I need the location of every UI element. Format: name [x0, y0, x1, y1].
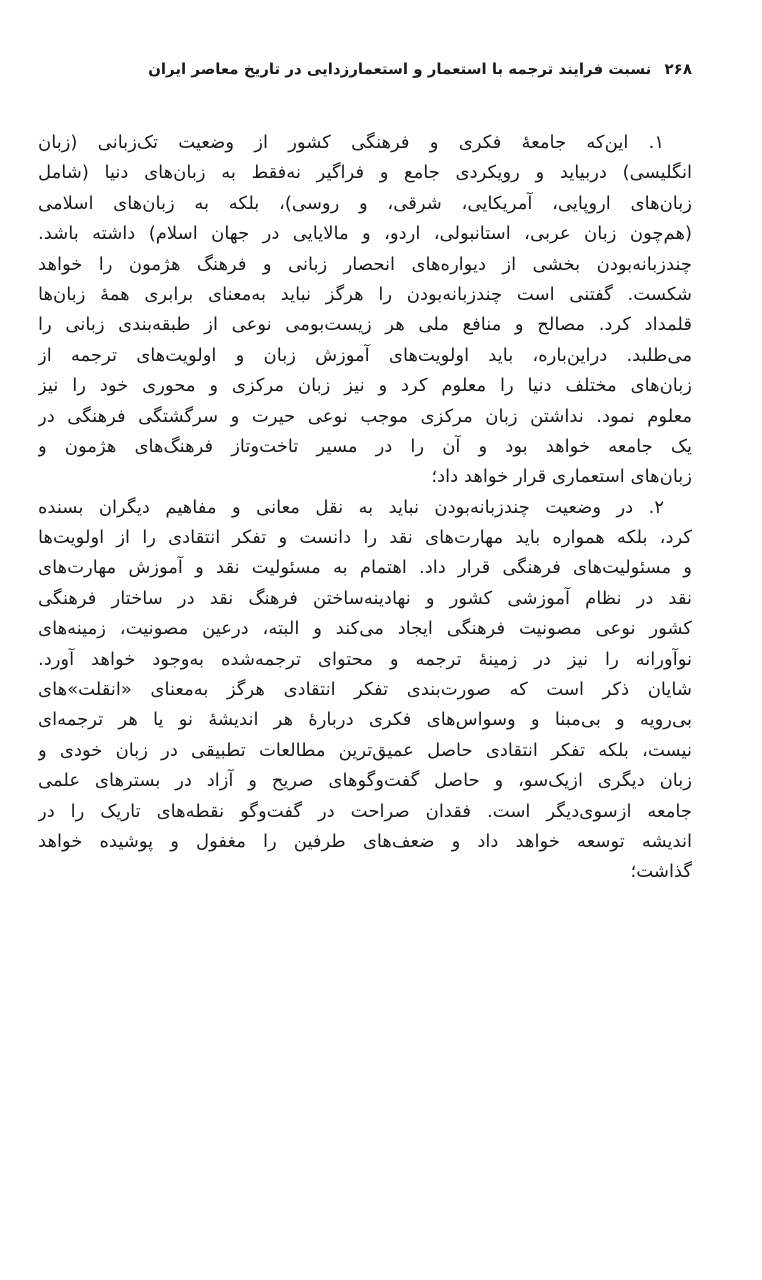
- paragraph-1: [38, 128, 692, 493]
- text-line: زبان‌های استعماری قرار خواهد داد؛: [431, 466, 692, 488]
- text-line: چندزبانه‌بودن بخشی از دیواره‌های انحصار زبانی و فرهنگ هژمون را خواهد: [38, 253, 692, 275]
- text-line: زبان‌های مختلف دنیا را معلوم کرد و نیز زبان مرکزی و محوری خود را نیز: [38, 375, 692, 397]
- text-line: و مسئولیت‌های فرهنگی قرار داد. اهتمام به مسئولیت نقد و آموزش مهارت‌های: [38, 557, 692, 579]
- text-line: کرد، بلکه همواره باید مهارت‌های نقد را دانست و تفکر انتقادی را از اولویت‌ها: [38, 527, 692, 549]
- text-line: نقد در نظام آموزشی کشور و نهادینه‌ساختن فرهنگ نقد در ساختار فرهنگی: [38, 587, 692, 609]
- running-header: [20, 60, 692, 78]
- running-title: نسبت فرایند ترجمه با استعمار و استعمارزدایی در تاریخ معاصر ایران: [148, 60, 652, 78]
- text-line: معلوم نمود. نداشتن زبان مرکزی موجب نوعی حیرت و سرگشتگی فرهنگی در: [38, 405, 692, 427]
- text-line: کشور نوعی مصونیت فرهنگی ایجاد می‌کند و البته، درعین مصونیت، زمینه‌های: [38, 618, 692, 640]
- body-text: [38, 128, 692, 888]
- text-line: بی‌رویه و بی‌مبنا و وسواس‌های فکری دربارهٔ هر اندیشهٔ نو یا هر ترجمه‌ای: [38, 709, 692, 731]
- text-line: (هم‌چون زبان عربی، استانبولی، اردو، و مالایایی در جهان اسلام) داشته باشد.: [38, 223, 692, 245]
- text-line: زبان‌های اروپایی، آمریکایی، شرقی، و روسی)، بلکه به زبان‌های اسلامی: [38, 192, 692, 214]
- text-line: نوآورانه را نیز در زمینهٔ ترجمه و محتوای ترجمه‌شده به‌وجود خواهد آورد.: [38, 648, 692, 670]
- paragraph-2: [38, 493, 692, 888]
- page-number: ۲۶۸: [664, 60, 692, 78]
- text-line: ۱. این‌که جامعهٔ فکری و فرهنگی کشور از وضعیت تک‌زبانی (زبان: [38, 132, 664, 153]
- text-line: ۲. در وضعیت چندزبانه‌بودن نباید به نقل معانی و مفاهیم دیگران بسنده: [38, 496, 664, 518]
- text-line: قلمداد کرد. مصالح و منافع ملی هر زیست‌بومی نوعی از طبقه‌بندی زبانی را: [38, 314, 692, 336]
- text-line: نیست، بلکه تفکر انتقادی حاصل عمیق‌ترین مطالعات تطبیقی در زبان خودی و: [38, 739, 692, 761]
- text-line: یک جامعه خواهد بود و آن را در مسیر تاخت‌وتاز فرهنگ‌های هژمون و: [38, 435, 692, 457]
- text-line: شایان ذکر است که صورت‌بندی تفکر انتقادی هرگز به‌معنای «انقلت»های: [38, 679, 692, 701]
- text-line: گذاشت؛: [630, 861, 692, 883]
- text-line: اندیشه توسعه خواهد داد و ضعف‌های طرفین را مغفول و پوشیده خواهد: [38, 830, 692, 852]
- text-line: شکست. گفتنی است چندزبانه‌بودن را هرگز نباید به‌معنای برابری همهٔ زبان‌ها: [38, 283, 692, 305]
- text-line: زبان دیگری ازیک‌سو، و حاصل گفت‌وگوهای صریح و آزاد در بسترهای علمی: [38, 770, 692, 792]
- text-line: جامعه ازسوی‌دیگر است. فقدان صراحت در گفت‌وگو نقطه‌های تاریک را در: [38, 800, 692, 822]
- text-line: انگلیسی) دربیاید و رویکردی جامع و فراگیر نه‌فقط به زبان‌های دنیا (شامل: [38, 162, 692, 184]
- text-line: می‌طلبد. دراین‌باره، باید اولویت‌های آموزش زبان و اولویت‌های ترجمه از: [38, 344, 692, 366]
